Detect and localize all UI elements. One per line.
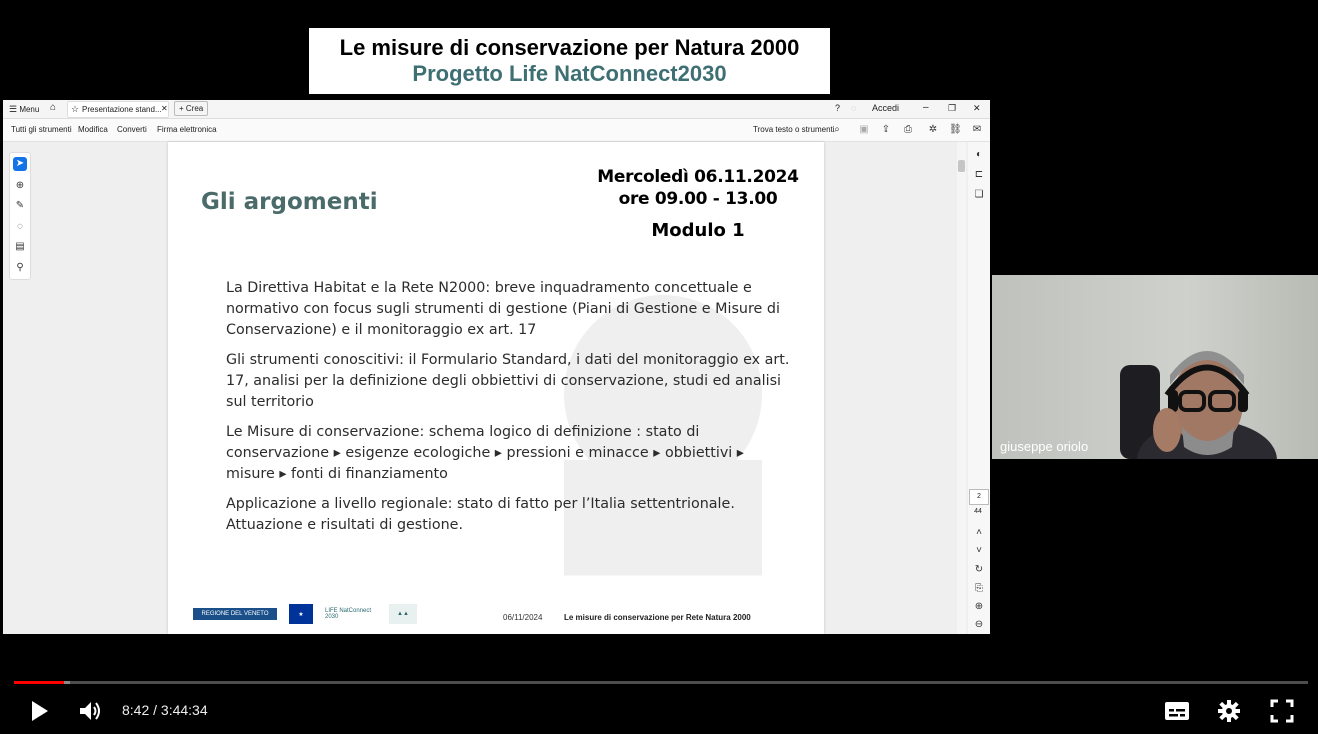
- shared-screen: [3, 100, 990, 634]
- plus-icon: +: [179, 104, 184, 113]
- progress-bar[interactable]: [14, 681, 1308, 684]
- create-label: Crea: [185, 104, 204, 113]
- lasso-icon[interactable]: ◌: [17, 221, 23, 232]
- footer-title: Le misure di conservazione per Rete Natura 2000: [564, 613, 751, 622]
- progress-buffered: [64, 681, 70, 684]
- page-fit-icon[interactable]: ⎘: [975, 583, 983, 594]
- page-total: 44: [974, 508, 982, 515]
- play-button[interactable]: [28, 699, 50, 723]
- agenda-item: Gli strumenti conoscitivi: il Formulario Standard, i dati del monitoraggio ex art. 17, analisi per la definizione degli obbiettivi di conservazione, studi ed analisi sul territorio: [226, 352, 790, 410]
- text-box-icon[interactable]: ▤: [15, 241, 25, 252]
- upload-icon[interactable]: ⇪: [881, 124, 891, 135]
- search-icon[interactable]: ⌕: [834, 124, 840, 135]
- zoom-out-icon[interactable]: ⊖: [974, 619, 984, 630]
- ai-assistant-icon[interactable]: ✲: [928, 124, 938, 135]
- agenda-item: Le Misure di conservazione: schema logico di definizione : stato di conservazione ▸ esigenze ecologiche ▸ pressioni e minacce ▸ obbiettivi ▸ misure ▸ fonti di finanziamento: [226, 424, 744, 482]
- select-cursor-icon[interactable]: ➤: [13, 157, 27, 171]
- document-tab[interactable]: [67, 101, 169, 118]
- hamburger-icon: ☰: [9, 104, 18, 114]
- natura2000-logo-icon: ▲▲: [389, 604, 417, 624]
- time-display: 8:42 / 3:44:34: [122, 702, 208, 718]
- esign-menu[interactable]: Firma elettronica: [157, 125, 217, 134]
- help-icon[interactable]: ?: [835, 103, 841, 113]
- webcam-tile: [992, 275, 1318, 459]
- stamp-icon[interactable]: ⚲: [16, 262, 24, 273]
- menu-button[interactable]: [9, 104, 39, 115]
- print-icon[interactable]: ⎙: [904, 124, 912, 135]
- find-tools-input[interactable]: Trova testo o strumenti: [753, 125, 835, 134]
- close-tab-icon[interactable]: ✕: [161, 104, 168, 113]
- menu-label: Menu: [19, 105, 40, 114]
- star-icon: ☆: [71, 104, 80, 114]
- mail-icon[interactable]: ✉: [972, 124, 982, 135]
- scroll-up-icon[interactable]: ˄: [976, 527, 982, 538]
- agenda-list: [226, 278, 796, 545]
- agenda-item: La Direttiva Habitat e la Rete N2000: breve inquadramento concettuale e normativo con focus sugli strumenti di gestione (Piani di Gestione e Misure di Conservazione) e il monitoraggio ex art. 17: [226, 280, 780, 338]
- comment-icon[interactable]: ◐: [975, 149, 983, 160]
- acrobat-tab-bar: [3, 100, 990, 119]
- settings-gear-icon[interactable]: [1217, 699, 1241, 723]
- right-tool-rail: [968, 142, 990, 634]
- page-number-input[interactable]: 2: [969, 489, 989, 505]
- session-info: [588, 166, 808, 242]
- regione-veneto-logo: REGIONE DEL VENETO: [193, 608, 277, 620]
- bookmark-icon[interactable]: ⊏: [974, 169, 984, 180]
- scroll-down-icon[interactable]: ˅: [976, 545, 982, 556]
- eu-flag-icon: ★: [289, 604, 313, 624]
- left-tool-rail: [9, 152, 31, 280]
- volume-icon[interactable]: [78, 699, 102, 723]
- fullscreen-icon[interactable]: [1270, 699, 1294, 723]
- minimize-icon[interactable]: –: [923, 102, 929, 113]
- title-banner: [309, 28, 830, 94]
- session-date: Mercoledì 06.11.2024: [597, 167, 799, 187]
- slide-title: Gli argomenti: [201, 189, 378, 215]
- participant-video-icon: [1112, 335, 1282, 459]
- life-natconnect-logo: LIFE NatConnect 2030: [325, 604, 379, 624]
- scrollbar-thumb[interactable]: [958, 160, 965, 172]
- rotate-icon[interactable]: ↻: [974, 564, 984, 575]
- home-icon[interactable]: ⌂: [50, 102, 57, 113]
- session-module: Modulo 1: [651, 220, 745, 241]
- all-tools-menu[interactable]: Tutti gli strumenti: [11, 125, 72, 134]
- link-icon[interactable]: ⛓: [949, 124, 962, 135]
- subtitles-icon[interactable]: [1164, 699, 1190, 723]
- agenda-item: Applicazione a livello regionale: stato di fatto per l’Italia settentrionale. Attuazione e risultati di gestione.: [226, 496, 735, 533]
- pen-icon[interactable]: ✎: [15, 200, 25, 211]
- acrobat-toolbar: [3, 119, 990, 142]
- progress-played: [14, 681, 64, 684]
- slide-page: [168, 142, 824, 634]
- zoom-in-icon[interactable]: ⊕: [974, 601, 984, 612]
- banner-subtitle: Progetto Life NatConnect2030: [412, 61, 727, 86]
- close-window-icon[interactable]: ✕: [973, 103, 981, 113]
- document-tab-title: Presentazione stand...: [82, 105, 162, 114]
- signin-button[interactable]: Accedi: [872, 103, 900, 113]
- convert-menu[interactable]: Converti: [117, 125, 147, 134]
- create-button[interactable]: [174, 101, 208, 116]
- footer-date: 06/11/2024: [503, 613, 543, 622]
- banner-title: Le misure di conservazione per Natura 2000: [339, 35, 800, 60]
- session-time: ore 09.00 - 13.00: [618, 189, 778, 209]
- notification-bell-icon[interactable]: ◌: [851, 103, 857, 113]
- participant-name: giuseppe oriolo: [1000, 439, 1089, 454]
- edit-menu[interactable]: Modifica: [78, 125, 108, 134]
- vertical-scrollbar[interactable]: [957, 142, 966, 634]
- pages-icon[interactable]: ❏: [974, 189, 984, 200]
- save-icon[interactable]: ▣: [859, 124, 869, 135]
- zoom-tool-icon[interactable]: ⊕: [15, 180, 25, 191]
- restore-icon[interactable]: ❐: [948, 103, 957, 113]
